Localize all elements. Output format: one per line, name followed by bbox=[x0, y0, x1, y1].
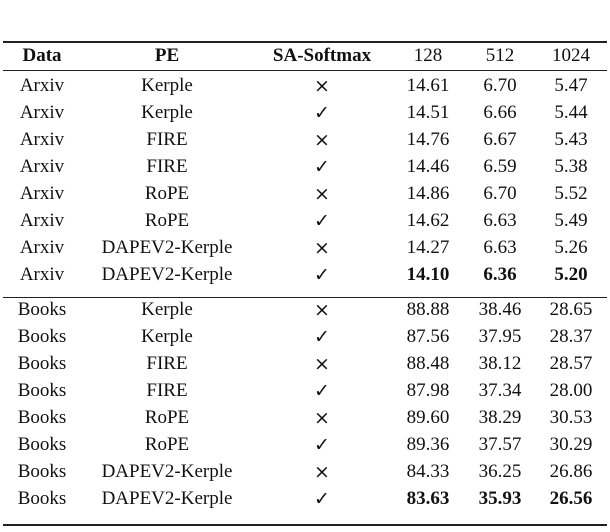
data-cell: Arxiv bbox=[19, 182, 65, 204]
sa-softmax-mark: ✓ bbox=[314, 263, 330, 286]
value-512: 38.29 bbox=[478, 406, 522, 428]
header-128: 128 bbox=[413, 45, 443, 66]
table-row bbox=[3, 485, 607, 512]
data-cell: Books bbox=[17, 433, 67, 455]
sa-softmax-mark: × bbox=[314, 128, 330, 151]
table-row bbox=[3, 458, 607, 485]
data-cell: Arxiv bbox=[19, 236, 65, 258]
value-512: 6.36 bbox=[483, 263, 517, 285]
header-sa-softmax: SA-Softmax bbox=[272, 45, 372, 66]
table-row bbox=[3, 153, 607, 180]
data-cell: Books bbox=[17, 487, 67, 509]
sa-softmax-mark: × bbox=[314, 74, 330, 97]
value-1024: 5.38 bbox=[554, 155, 588, 177]
value-512: 6.70 bbox=[483, 182, 517, 204]
sa-softmax-mark: ✓ bbox=[314, 433, 330, 456]
value-128: 14.10 bbox=[406, 263, 450, 285]
pe-cell: Kerple bbox=[141, 74, 193, 96]
value-1024: 28.00 bbox=[549, 379, 593, 401]
table-row bbox=[3, 404, 607, 431]
value-512: 6.63 bbox=[483, 236, 517, 258]
table-row bbox=[3, 288, 607, 323]
pe-cell: RoPE bbox=[144, 209, 190, 231]
bottom-rule bbox=[3, 524, 607, 526]
value-1024: 5.43 bbox=[554, 128, 588, 150]
value-1024: 28.37 bbox=[549, 325, 593, 347]
value-512: 38.12 bbox=[478, 352, 522, 374]
pe-cell: DAPEV2-Kerple bbox=[101, 460, 233, 482]
table-row bbox=[3, 261, 607, 288]
value-1024: 5.26 bbox=[554, 236, 588, 258]
value-128: 88.48 bbox=[406, 352, 450, 374]
sa-softmax-mark: × bbox=[314, 460, 330, 483]
table-row bbox=[3, 99, 607, 126]
table-row bbox=[3, 350, 607, 377]
header-1024: 1024 bbox=[552, 45, 590, 66]
value-1024: 28.65 bbox=[549, 298, 593, 320]
data-cell: Arxiv bbox=[19, 74, 65, 96]
value-512: 6.59 bbox=[483, 155, 517, 177]
value-512: 36.25 bbox=[478, 460, 522, 482]
value-512: 35.93 bbox=[478, 487, 522, 509]
value-512: 6.66 bbox=[483, 101, 517, 123]
value-128: 87.98 bbox=[406, 379, 450, 401]
pe-cell: Kerple bbox=[141, 325, 193, 347]
value-512: 37.34 bbox=[478, 379, 522, 401]
header-data: Data bbox=[22, 45, 62, 66]
value-1024: 30.29 bbox=[549, 433, 593, 455]
value-1024: 26.56 bbox=[549, 487, 593, 509]
sa-softmax-mark: × bbox=[314, 298, 330, 321]
value-128: 84.33 bbox=[406, 460, 450, 482]
value-128: 14.46 bbox=[406, 155, 450, 177]
table-row bbox=[3, 323, 607, 350]
pe-cell: DAPEV2-Kerple bbox=[101, 263, 233, 285]
table-row bbox=[3, 126, 607, 153]
value-128: 89.60 bbox=[406, 406, 450, 428]
value-1024: 30.53 bbox=[549, 406, 593, 428]
sa-softmax-mark: × bbox=[314, 182, 330, 205]
value-128: 14.76 bbox=[406, 128, 450, 150]
value-512: 6.67 bbox=[483, 128, 517, 150]
value-128: 87.56 bbox=[406, 325, 450, 347]
pe-cell: FIRE bbox=[146, 379, 188, 401]
pe-cell: RoPE bbox=[144, 406, 190, 428]
value-512: 6.70 bbox=[483, 74, 517, 96]
value-1024: 5.52 bbox=[554, 182, 588, 204]
value-1024: 28.57 bbox=[549, 352, 593, 374]
pe-cell: Kerple bbox=[141, 298, 193, 320]
sa-softmax-mark: × bbox=[314, 406, 330, 429]
pe-cell: FIRE bbox=[146, 128, 188, 150]
header-row bbox=[3, 42, 607, 70]
value-128: 14.86 bbox=[406, 182, 450, 204]
value-1024: 5.44 bbox=[554, 101, 588, 123]
pe-cell: RoPE bbox=[144, 433, 190, 455]
data-cell: Books bbox=[17, 325, 67, 347]
sa-softmax-mark: ✓ bbox=[314, 209, 330, 232]
data-cell: Books bbox=[17, 406, 67, 428]
value-512: 6.63 bbox=[483, 209, 517, 231]
pe-cell: RoPE bbox=[144, 182, 190, 204]
value-512: 37.95 bbox=[478, 325, 522, 347]
data-cell: Books bbox=[17, 352, 67, 374]
table-row bbox=[3, 180, 607, 207]
table-body bbox=[3, 70, 607, 512]
data-cell: Arxiv bbox=[19, 263, 65, 285]
value-128: 89.36 bbox=[406, 433, 450, 455]
data-cell: Arxiv bbox=[19, 101, 65, 123]
sa-softmax-mark: ✓ bbox=[314, 155, 330, 178]
data-cell: Arxiv bbox=[19, 209, 65, 231]
header-pe: PE bbox=[154, 45, 180, 66]
sa-softmax-mark: × bbox=[314, 236, 330, 259]
table-row bbox=[3, 431, 607, 458]
value-128: 88.88 bbox=[406, 298, 450, 320]
value-1024: 5.20 bbox=[554, 263, 588, 285]
data-cell: Books bbox=[17, 379, 67, 401]
pe-cell: FIRE bbox=[146, 352, 188, 374]
value-512: 37.57 bbox=[478, 433, 522, 455]
pe-cell: FIRE bbox=[146, 155, 188, 177]
table-row bbox=[3, 377, 607, 404]
sa-softmax-mark: ✓ bbox=[314, 101, 330, 124]
value-128: 83.63 bbox=[406, 487, 450, 509]
sa-softmax-mark: ✓ bbox=[314, 379, 330, 402]
sa-softmax-mark: ✓ bbox=[314, 487, 330, 510]
value-1024: 5.47 bbox=[554, 74, 588, 96]
table-row bbox=[3, 234, 607, 261]
table-row bbox=[3, 70, 607, 99]
data-cell: Arxiv bbox=[19, 128, 65, 150]
results-table bbox=[3, 42, 607, 512]
pe-cell: DAPEV2-Kerple bbox=[101, 487, 233, 509]
value-128: 14.62 bbox=[406, 209, 450, 231]
pe-cell: DAPEV2-Kerple bbox=[101, 236, 233, 258]
value-1024: 5.49 bbox=[554, 209, 588, 231]
value-128: 14.27 bbox=[406, 236, 450, 258]
header-512: 512 bbox=[485, 45, 515, 66]
value-128: 14.61 bbox=[406, 74, 450, 96]
table-row bbox=[3, 207, 607, 234]
value-128: 14.51 bbox=[406, 101, 450, 123]
sa-softmax-mark: ✓ bbox=[314, 325, 330, 348]
data-cell: Books bbox=[17, 298, 67, 320]
pe-cell: Kerple bbox=[141, 101, 193, 123]
value-512: 38.46 bbox=[478, 298, 522, 320]
data-cell: Books bbox=[17, 460, 67, 482]
sa-softmax-mark: × bbox=[314, 352, 330, 375]
data-cell: Arxiv bbox=[19, 155, 65, 177]
value-1024: 26.86 bbox=[549, 460, 593, 482]
